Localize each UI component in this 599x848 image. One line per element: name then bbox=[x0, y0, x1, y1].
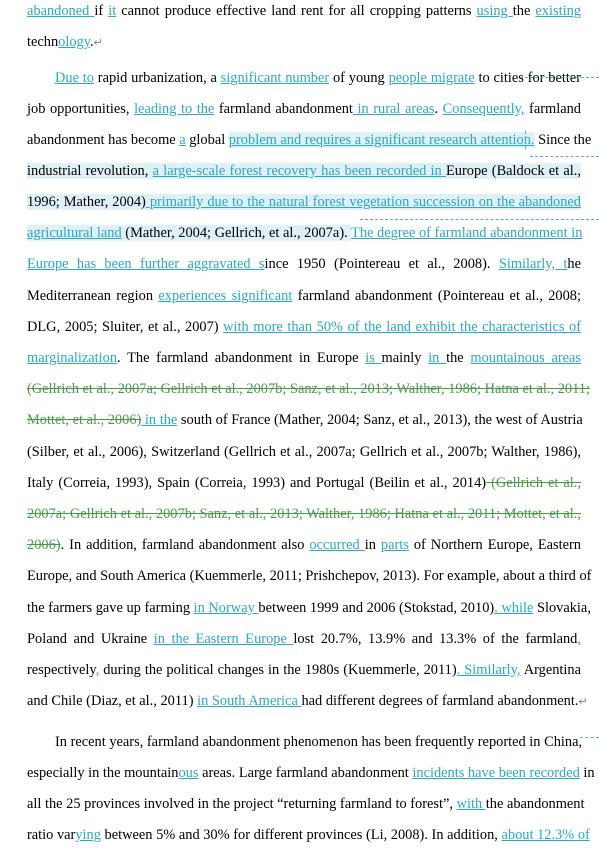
inserted-text: ous bbox=[178, 765, 199, 781]
inserted-text: in bbox=[428, 350, 447, 366]
text-line bbox=[27, 347, 581, 369]
text-line bbox=[27, 160, 581, 182]
text-line bbox=[27, 378, 590, 400]
text-line bbox=[27, 762, 595, 784]
text-run: farmland bbox=[524, 101, 581, 117]
text-line bbox=[27, 793, 585, 815]
paragraph-mark: ↵ bbox=[578, 696, 588, 708]
inserted-text: ology bbox=[58, 34, 91, 50]
text-run: ince 1950 (Pointereau et al., 2008). bbox=[264, 256, 499, 272]
inserted-text: mountainous areas bbox=[470, 350, 581, 366]
inserted-text: leading to the bbox=[134, 101, 215, 117]
text-run: Europe (Baldock et al., bbox=[445, 163, 581, 179]
text-line bbox=[27, 690, 588, 712]
text-line bbox=[27, 628, 581, 650]
text-run: DLG, 2005; Sluiter, et al., 2007) bbox=[27, 319, 224, 335]
text-run: had different degrees of farmland abandonment. bbox=[301, 693, 579, 709]
text-line bbox=[27, 129, 592, 151]
text-line bbox=[55, 731, 581, 753]
text-run: the abandonment bbox=[485, 796, 585, 812]
inserted-text: parts bbox=[380, 537, 409, 553]
inserted-text: in South America bbox=[197, 693, 302, 709]
text-line bbox=[27, 503, 581, 525]
inserted-text: Europe has been further aggravated s bbox=[27, 256, 265, 272]
text-run: Mediterranean region bbox=[27, 288, 159, 304]
text-line bbox=[27, 534, 581, 556]
text-run: techn bbox=[27, 34, 59, 50]
text-line bbox=[27, 285, 581, 307]
text-run: of young bbox=[329, 70, 389, 86]
comment-anchor bbox=[525, 131, 526, 149]
inserted-text: experiences significant bbox=[158, 288, 293, 304]
text-run: global bbox=[185, 132, 229, 148]
text-run: In recent years, farmland abandonment phenomenon has been frequently reported in China, bbox=[55, 734, 583, 750]
text-run: cannot produce effective land rent for all cropping patterns bbox=[116, 3, 477, 19]
inserted-text: in the bbox=[141, 412, 178, 428]
text-run: lost 20.7%, 13.9% and 13.3% of the farmland bbox=[293, 631, 578, 647]
inserted-text: is bbox=[365, 350, 382, 366]
text-run: 1996; Mather, 2004) bbox=[27, 194, 146, 210]
inserted-text: about 12.3% of bbox=[501, 827, 590, 843]
deleted-text: 2006) bbox=[27, 537, 61, 553]
inserted-text: using bbox=[476, 3, 513, 19]
paragraph-mark: ↵ bbox=[93, 37, 103, 49]
text-run: south of France (Mather, 2004; Sanz, et al., 2013), the west of Austria bbox=[177, 412, 583, 428]
text-line bbox=[27, 191, 581, 213]
text-run: ratio var bbox=[27, 827, 76, 843]
comment-connector bbox=[580, 737, 599, 738]
text-run: . In addition, farmland abandonment also bbox=[60, 537, 310, 553]
text-run: (Silber, et al., 2006), Switzerland (Gellrich et al., 2007a; Gellrich et al., 2007b; Walther, 1986), bbox=[27, 444, 581, 460]
inserted-text: occurred bbox=[309, 537, 365, 553]
inserted-text: problem and requires a significant research attention. bbox=[228, 132, 535, 148]
inserted-text: Similarly, t bbox=[498, 256, 568, 272]
text-line bbox=[27, 409, 581, 431]
text-line bbox=[27, 565, 592, 587]
text-run: Since the bbox=[534, 132, 592, 148]
text-run: in bbox=[579, 765, 595, 781]
text-line bbox=[27, 253, 581, 275]
inserted-text: in the Eastern Europe bbox=[153, 631, 294, 647]
text-run: areas. Large farmland abandonment bbox=[198, 765, 413, 781]
text-line bbox=[27, 472, 581, 494]
text-run: all the 25 provinces involved in the project “returning farmland to forest”, bbox=[27, 796, 457, 812]
inserted-text: . while bbox=[494, 600, 534, 616]
text-line bbox=[27, 222, 581, 244]
text-line bbox=[27, 98, 581, 120]
text-run: job opportunities, bbox=[27, 101, 135, 117]
inserted-text: Due to bbox=[55, 70, 94, 86]
deleted-text: Mottet, et al., 2006) bbox=[27, 412, 142, 428]
text-line bbox=[27, 441, 581, 463]
text-run: Poland and Ukraine bbox=[27, 631, 154, 647]
inserted-text: abandoned bbox=[27, 3, 95, 19]
text-run: the farmers gave up farming bbox=[27, 600, 194, 616]
inserted-text: agricultural land bbox=[27, 225, 122, 241]
inserted-text: , bbox=[95, 662, 100, 678]
inserted-text: ying bbox=[75, 827, 101, 843]
inserted-text: a bbox=[179, 132, 186, 148]
inserted-text: marginalization bbox=[27, 350, 118, 366]
text-line bbox=[27, 597, 591, 619]
inserted-text: significant number bbox=[220, 70, 330, 86]
text-run: Europe, and South America (Kuemmerle, 2011; Prishchepov, 2013). For example, about a third of bbox=[27, 568, 592, 584]
inserted-text: . Similarly, bbox=[456, 662, 521, 678]
text-run: the bbox=[512, 3, 536, 19]
text-run: during the political changes in the 1980s (Kuemmerle, 2011) bbox=[99, 662, 457, 678]
text-run: he bbox=[567, 256, 581, 272]
text-run: mainly bbox=[381, 350, 429, 366]
deleted-text: (Gellrich et al., bbox=[486, 475, 581, 491]
text-run: respectively bbox=[27, 662, 96, 678]
text-run: between 1999 and 2006 (Stokstad, 2010) bbox=[258, 600, 495, 616]
text-line bbox=[55, 67, 581, 89]
inserted-text: in Norway bbox=[193, 600, 259, 616]
comment-connector bbox=[360, 219, 599, 220]
text-run: farmland abandonment bbox=[214, 101, 353, 117]
inserted-text: Consequently, bbox=[442, 101, 525, 117]
inserted-text: it bbox=[108, 3, 117, 19]
text-line bbox=[27, 31, 581, 53]
text-run: abandonment has become bbox=[27, 132, 180, 148]
deleted-text: (Gellrich et al., 2007a; Gellrich et al., 2007b; Sanz, et al., 2013; Walther, 1986; Hatna et al., 2011; bbox=[27, 381, 590, 397]
text-run: to cities for better bbox=[474, 70, 581, 86]
comment-connector bbox=[530, 156, 599, 157]
inserted-text: The degree of farmland abandonment in bbox=[351, 225, 583, 241]
comment-connector bbox=[520, 77, 599, 78]
text-run: (Mather, 2004; Gellrich, et al., 2007a). bbox=[121, 225, 352, 241]
text-run: in bbox=[364, 537, 381, 553]
inserted-text: in rural areas bbox=[352, 101, 435, 117]
text-line bbox=[27, 659, 581, 681]
text-run: . bbox=[90, 34, 94, 50]
text-run: the bbox=[446, 350, 471, 366]
text-run: farmland abandonment (Pointereau et al., 2008; bbox=[292, 288, 581, 304]
inserted-text: a large-scale forest recovery has been recorded in bbox=[152, 163, 446, 179]
inserted-text: primarily due to the natural forest vegetation succession on the abandoned bbox=[145, 194, 581, 210]
inserted-text: with bbox=[456, 796, 486, 812]
inserted-text: incidents have been recorded bbox=[412, 765, 580, 781]
text-run: if bbox=[94, 3, 109, 19]
text-line bbox=[27, 824, 590, 846]
text-run: Italy (Correia, 1993), Spain (Correia, 1993) and Portugal (Beilin et al., 2014) bbox=[27, 475, 487, 491]
text-run: of Northern Europe, Eastern bbox=[408, 537, 581, 553]
text-run: . bbox=[434, 101, 443, 117]
text-run: Argentina bbox=[520, 662, 581, 678]
text-run: . The farmland abandonment in Europe bbox=[117, 350, 366, 366]
inserted-text: people migrate bbox=[388, 70, 475, 86]
inserted-text: existing bbox=[535, 3, 581, 19]
inserted-text: with more than 50% of the land exhibit the characteristics of bbox=[223, 319, 581, 335]
deleted-text: 2007a; Gellrich et al., 2007b; Sanz, et al., 2013; Walther, 1986; Hatna et al., 2011; Mottet, et al., bbox=[27, 506, 581, 522]
text-line bbox=[27, 316, 581, 338]
text-run: Slovakia, bbox=[533, 600, 591, 616]
inserted-text: , bbox=[577, 631, 581, 647]
text-run: and Chile (Diaz, et al., 2011) bbox=[27, 693, 198, 709]
text-run: especially in the mountain bbox=[27, 765, 179, 781]
text-run: between 5% and 30% for different provinces (Li, 2008). In addition, bbox=[100, 827, 502, 843]
text-run: industrial revolution, bbox=[27, 163, 153, 179]
text-line bbox=[27, 0, 581, 22]
text-run: rapid urbanization, a bbox=[93, 70, 221, 86]
